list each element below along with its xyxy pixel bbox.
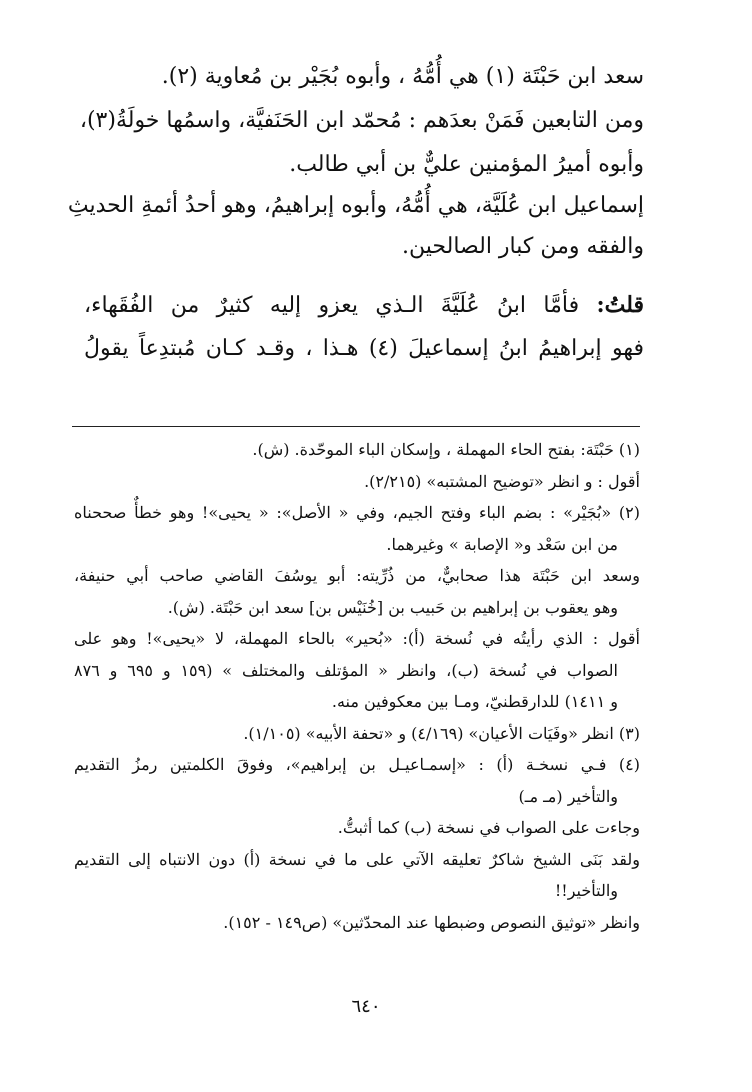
footnote-line: ولقد بَنَى الشيخ شاكرٌ تعليقه الآتي على ما في نسخة (أ) دون الانتباه إلى التقديم <box>74 849 640 869</box>
main-line-1: سعد ابن حَبْتَة (١) هي أُمُّهُ ، وأبوه بُجَيْر بن مُعاوية (٢). <box>161 64 644 89</box>
footnote-line: (٤) فـي نسخـة (أ) : «إسمـاعيـل بن إبراهيم»، وفوقَ الكلمتين رمزُ التقديم <box>74 755 640 774</box>
footnote-line: من ابن سَعْد و« الإصابة » وغيرهما. <box>386 534 618 554</box>
footnote-line: (١) حَبْتَة: بفتح الحاء المهملة ، وإسكان الباء الموحّدة. (ش). <box>252 440 640 459</box>
footnotes-section <box>74 440 640 944</box>
footnote-line: وسعد ابن حَبْتَة هذا صحابيٌّ، من ذُرِّيته: أبو يوسُفَ القاضي صاحب أبي حنيفة، <box>74 566 640 585</box>
main-line-3: وأبوه أميرُ المؤمنين عليٌّ بن أبي طالب. <box>289 152 644 177</box>
footnote-divider <box>72 426 640 427</box>
qult-line-2: فهو إبراهيمُ ابنُ إسماعيلَ (٤) هـذا ، وقـد كـان مُبتدِعاً يقولُ <box>84 336 644 361</box>
footnote-line: والتأخير!! <box>554 881 618 900</box>
main-line-5: والفقه ومن كبار الصالحين. <box>402 234 644 259</box>
footnote-line: أقول : و انظر «توضيح المشتبه» (٢/٢١٥). <box>364 471 640 491</box>
footnote-line: وهو يعقوب بن إبراهيم بن حَبيب بن [خُنَيْس بن] سعد ابن حَبْتَة. (ش). <box>167 597 618 617</box>
footnote-line: وانظر «توثيق النصوص وضبطها عند المحدّثين» (ص١٤٩ - ١٥٢). <box>223 912 640 932</box>
main-text-body <box>67 64 644 380</box>
footnote-line: و ١٤١١) للدارقطنيّ، ومـا بين معكوفين منه. <box>331 692 618 711</box>
footnote-line: والتأخير (مـ مـ) <box>518 786 618 806</box>
footnote-line: (٣) انظر «وفَيَات الأعيان» (٤/١٦٩) و «تحفة الأبيه» (١/١٠٥). <box>243 723 640 743</box>
qult-line-1-text: فأمَّا ابنُ عُلَيَّةَ الـذي يعزو إليه كثيرٌ من الفُقَهاء، <box>84 293 580 318</box>
main-line-4: إسماعيل ابن عُلَيَّة، هي أُمُّهُ، وأبوه إبراهيمُ، وهو أحدُ أئمةِ الحديثِ <box>67 193 644 218</box>
footnote-line: وجاءت على الصواب في نسخة (ب) كما أثبتُّ. <box>337 818 640 837</box>
main-line-2: ومن التابعين فَمَنْ بعدَهم : مُحمّد ابن الحَنَفيَّة، واسمُها خولَةُ(٣)، <box>79 108 644 133</box>
footnote-line: الصواب في نُسخة (ب)، وانظر « المؤتلف والمختلف » (١٥٩ و ٦٩٥ و ٨٧٦ <box>74 660 619 680</box>
qult-lead-word: قلتُ: <box>596 292 644 318</box>
footnote-line: (٢) «بُجَيْر» : بضم الباء وفتح الجيم، وفي « الأصل»: « يحيى»! وهو خطأٌ صححناه <box>74 503 640 522</box>
page-number: ٦٤٠ <box>351 996 381 1017</box>
qult-line-1 <box>84 292 644 336</box>
footnote-line: أقول : الذي رأيتُه في نُسخة (أ): «بُحير» بالحاء المهملة، لا «يحيى»! وهو على <box>74 629 640 648</box>
